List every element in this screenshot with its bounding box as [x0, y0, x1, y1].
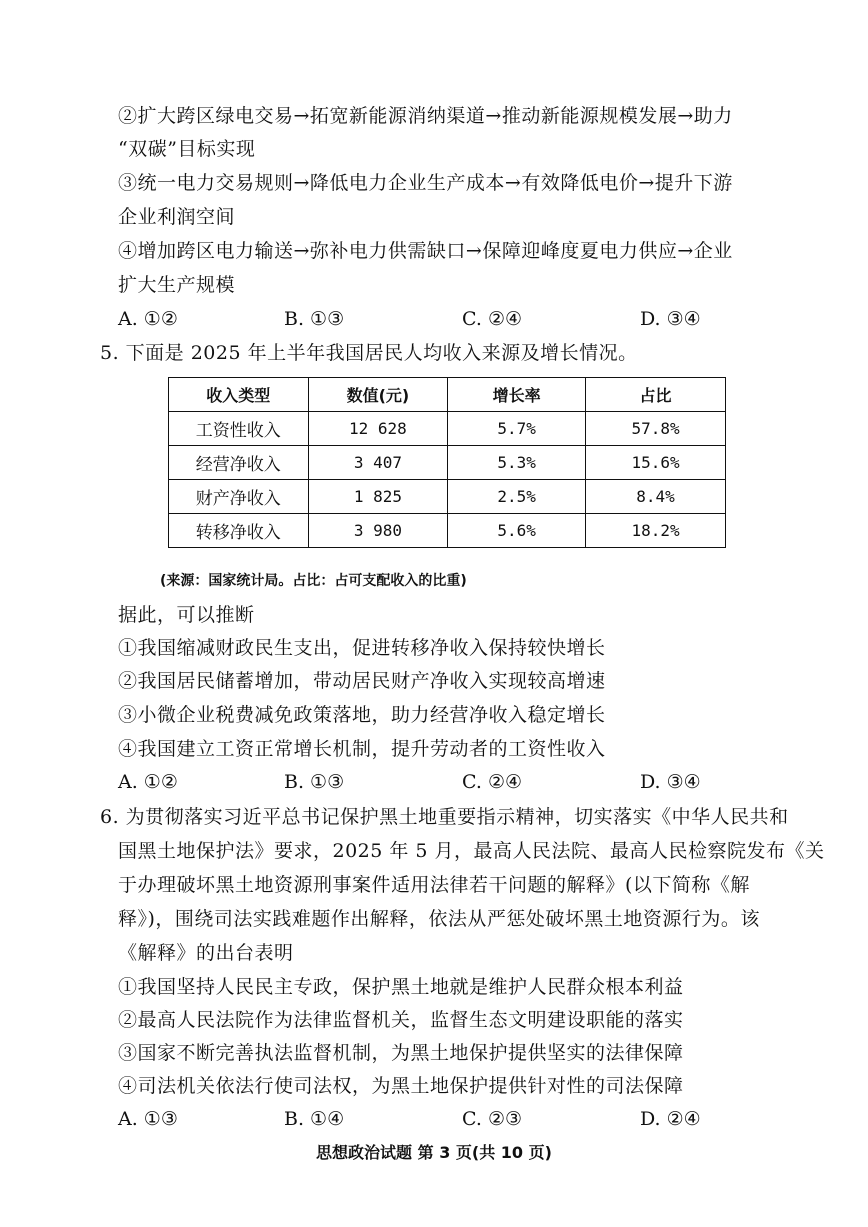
table-header-row	[169, 378, 726, 412]
q5-item-1: ①我国缩减财政民生支出，促进转移净收入保持较快增长	[118, 637, 606, 659]
income-table	[168, 377, 726, 548]
q6-item-1: ①我国坚持人民民主专政，保护黑土地就是维护人民群众根本利益	[118, 976, 684, 998]
table-header-cell: 数值(元)	[308, 378, 448, 412]
table-cell: 财产净收入	[169, 480, 309, 514]
q4-line-5: ④增加跨区电力输送→弥补电力供需缺口→保障迎峰度夏电力供应→企业	[118, 240, 733, 262]
q4-option-d: D. ③④	[640, 308, 701, 330]
q4-line-6: 扩大生产规模	[118, 274, 236, 296]
table-header-cell: 收入类型	[169, 378, 309, 412]
table-cell: 5.6%	[448, 514, 586, 548]
q6-item-3: ③国家不断完善执法监督机制，为黑土地保护提供坚实的法律保障	[118, 1042, 684, 1064]
table-cell: 2.5%	[448, 480, 586, 514]
q4-option-b: B. ①③	[284, 308, 345, 330]
q6-option-b: B. ①④	[284, 1108, 345, 1130]
q6-option-d: D. ②④	[640, 1108, 701, 1130]
q6-stem-line-4: 释》)，围绕司法实践难题作出解释，依法从严惩处破坏黑土地资源行为。该	[118, 908, 760, 930]
table-row	[169, 514, 726, 548]
q6-item-2: ②最高人民法院作为法律监督机关，监督生态文明建设职能的落实	[118, 1009, 684, 1031]
table-cell: 转移净收入	[169, 514, 309, 548]
q4-option-a: A. ①②	[118, 308, 178, 330]
table-header-cell: 占比	[586, 378, 726, 412]
q5-item-3: ③小微企业税费减免政策落地，助力经营净收入稳定增长	[118, 704, 606, 726]
q6-stem-line-3: 于办理破坏黑土地资源刑事案件适用法律若干问题的解释》(以下简称《解	[118, 874, 750, 896]
table-cell: 5.3%	[448, 446, 586, 480]
q6-option-a: A. ①③	[118, 1108, 178, 1130]
table-header-cell: 增长率	[448, 378, 586, 412]
table-cell: 1 825	[308, 480, 448, 514]
table-source-note: (来源：国家统计局。占比：占可支配收入的比重)	[160, 573, 467, 589]
page-footer: 思想政治试题 第 3 页(共 10 页)	[316, 1143, 552, 1162]
q6-stem-line-2: 国黑土地保护法》要求，2025 年 5 月，最高人民法院、最高人民检察院发布《关	[118, 840, 825, 862]
q5-option-c: C. ②④	[462, 771, 523, 793]
q4-line-1: ②扩大跨区绿电交易→拓宽新能源消纳渠道→推动新能源规模发展→助力	[118, 105, 733, 127]
q5-option-b: B. ①③	[284, 771, 345, 793]
table-cell: 5.7%	[448, 412, 586, 446]
table-row	[169, 446, 726, 480]
table-cell: 3 980	[308, 514, 448, 548]
q5-stem: 5. 下面是 2025 年上半年我国居民人均收入来源及增长情况。	[100, 342, 638, 364]
q6-stem-line-1: 6. 为贯彻落实习近平总书记保护黑土地重要指示精神，切实落实《中华人民共和	[100, 806, 789, 828]
q5-lead: 据此，可以推断	[118, 604, 255, 626]
q4-line-2: “双碳”目标实现	[118, 138, 256, 160]
table-cell: 8.4%	[586, 480, 726, 514]
q5-option-d: D. ③④	[640, 771, 701, 793]
q4-line-4: 企业利润空间	[118, 206, 236, 228]
table-row	[169, 480, 726, 514]
table-cell: 18.2%	[586, 514, 726, 548]
table-cell: 57.8%	[586, 412, 726, 446]
q5-item-4: ④我国建立工资正常增长机制，提升劳动者的工资性收入	[118, 738, 606, 760]
table-cell: 经营净收入	[169, 446, 309, 480]
table-cell: 15.6%	[586, 446, 726, 480]
q6-option-c: C. ②③	[462, 1108, 523, 1130]
q4-line-3: ③统一电力交易规则→降低电力企业生产成本→有效降低电价→提升下游	[118, 172, 733, 194]
table-cell: 工资性收入	[169, 412, 309, 446]
table-cell: 12 628	[308, 412, 448, 446]
q5-option-a: A. ①②	[118, 771, 178, 793]
table-row	[169, 412, 726, 446]
q6-item-4: ④司法机关依法行使司法权，为黑土地保护提供针对性的司法保障	[118, 1075, 684, 1097]
q5-item-2: ②我国居民储蓄增加，带动居民财产净收入实现较高增速	[118, 670, 606, 692]
q4-option-c: C. ②④	[462, 308, 523, 330]
table-cell: 3 407	[308, 446, 448, 480]
q6-stem-line-5: 《解释》的出台表明	[118, 942, 294, 964]
